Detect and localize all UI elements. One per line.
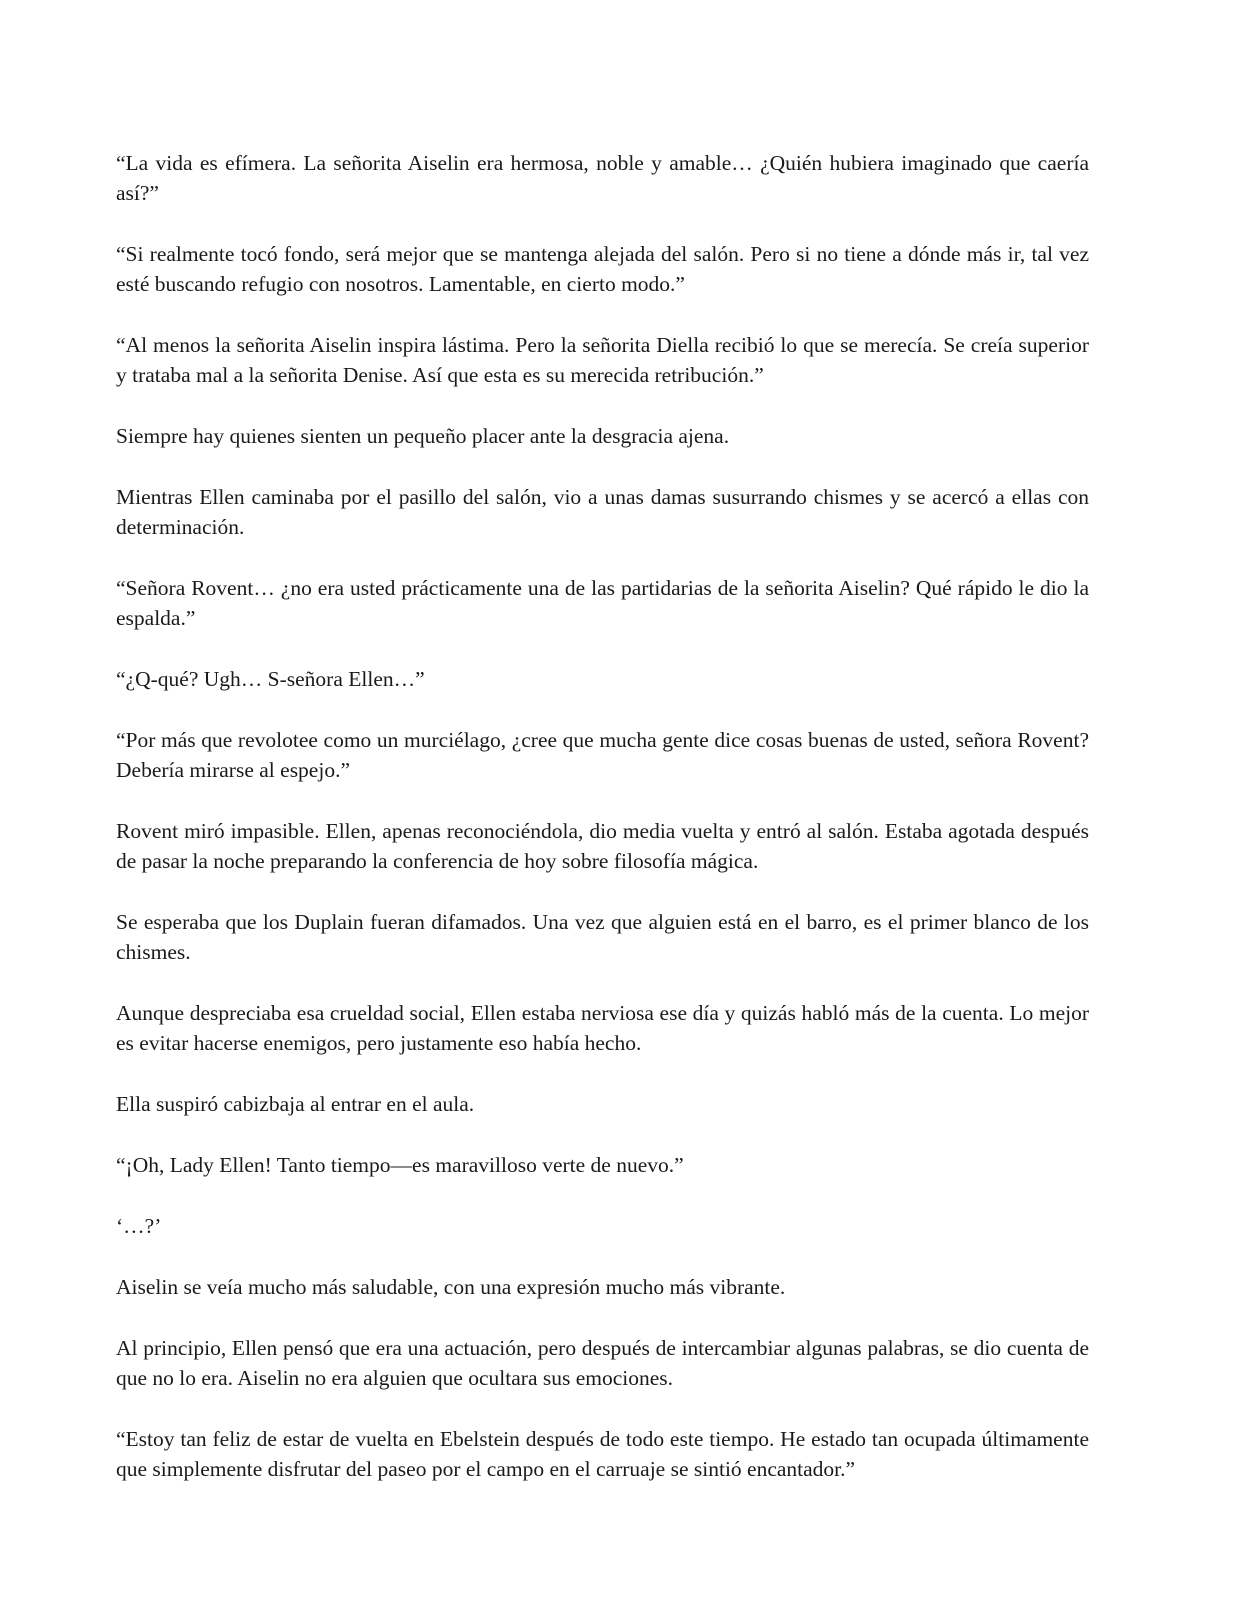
paragraph: “La vida es efímera. La señorita Aiselin era hermosa, noble y amable… ¿Quién hubiera imaginado que caería así?”: [116, 151, 1089, 205]
paragraph: “Al menos la señorita Aiselin inspira lástima. Pero la señorita Diella recibió lo que se merecía. Se creía superior y trataba mal a la señorita Denise. Así que esta es su merecida retribución.”: [116, 333, 1089, 387]
paragraph: Rovent miró impasible. Ellen, apenas reconociéndola, dio media vuelta y entró al salón. Estaba agotada después de pasar la noche preparando la conferencia de hoy sobre filosofía mágica.: [116, 819, 1089, 873]
paragraph: Siempre hay quienes sienten un pequeño placer ante la desgracia ajena.: [116, 424, 730, 448]
paragraph: Aiselin se veía mucho más saludable, con una expresión mucho más vibrante.: [116, 1275, 786, 1299]
paragraph: “Señora Rovent… ¿no era usted prácticamente una de las partidarias de la señorita Aiselin? Qué rápido le dio la espalda.”: [116, 576, 1089, 630]
paragraph: “Por más que revolotee como un murciélago, ¿cree que mucha gente dice cosas buenas de usted, señora Rovent? Debería mirarse al espejo.”: [116, 728, 1089, 782]
document-body: [116, 148, 1089, 1515]
paragraph: Se esperaba que los Duplain fueran difamados. Una vez que alguien está en el barro, es el primer blanco de los chismes.: [116, 910, 1089, 964]
paragraph: “Estoy tan feliz de estar de vuelta en Ebelstein después de todo este tiempo. He estado tan ocupada últimamente que simplemente disfrutar del paseo por el campo en el carruaje se sintió encantador.”: [116, 1427, 1089, 1481]
paragraph: “¡Oh, Lady Ellen! Tanto tiempo—es maravilloso verte de nuevo.”: [116, 1153, 684, 1177]
paragraph: Al principio, Ellen pensó que era una actuación, pero después de intercambiar algunas palabras, se dio cuenta de que no lo era. Aiselin no era alguien que ocultara sus emociones.: [116, 1336, 1089, 1390]
paragraph: Ella suspiró cabizbaja al entrar en el aula.: [116, 1092, 475, 1116]
paragraph: Aunque despreciaba esa crueldad social, Ellen estaba nerviosa ese día y quizás habló más de la cuenta. Lo mejor es evitar hacerse enemigos, pero justamente eso había hecho.: [116, 1001, 1089, 1055]
paragraph: ‘…?’: [116, 1214, 162, 1238]
paragraph: Mientras Ellen caminaba por el pasillo del salón, vio a unas damas susurrando chismes y se acercó a ellas con determinación.: [116, 485, 1089, 539]
paragraph: “Si realmente tocó fondo, será mejor que se mantenga alejada del salón. Pero si no tiene a dónde más ir, tal vez esté buscando refugio con nosotros. Lamentable, en cierto modo.”: [116, 242, 1089, 296]
paragraph: “¿Q-qué? Ugh… S-señora Ellen…”: [116, 667, 425, 691]
